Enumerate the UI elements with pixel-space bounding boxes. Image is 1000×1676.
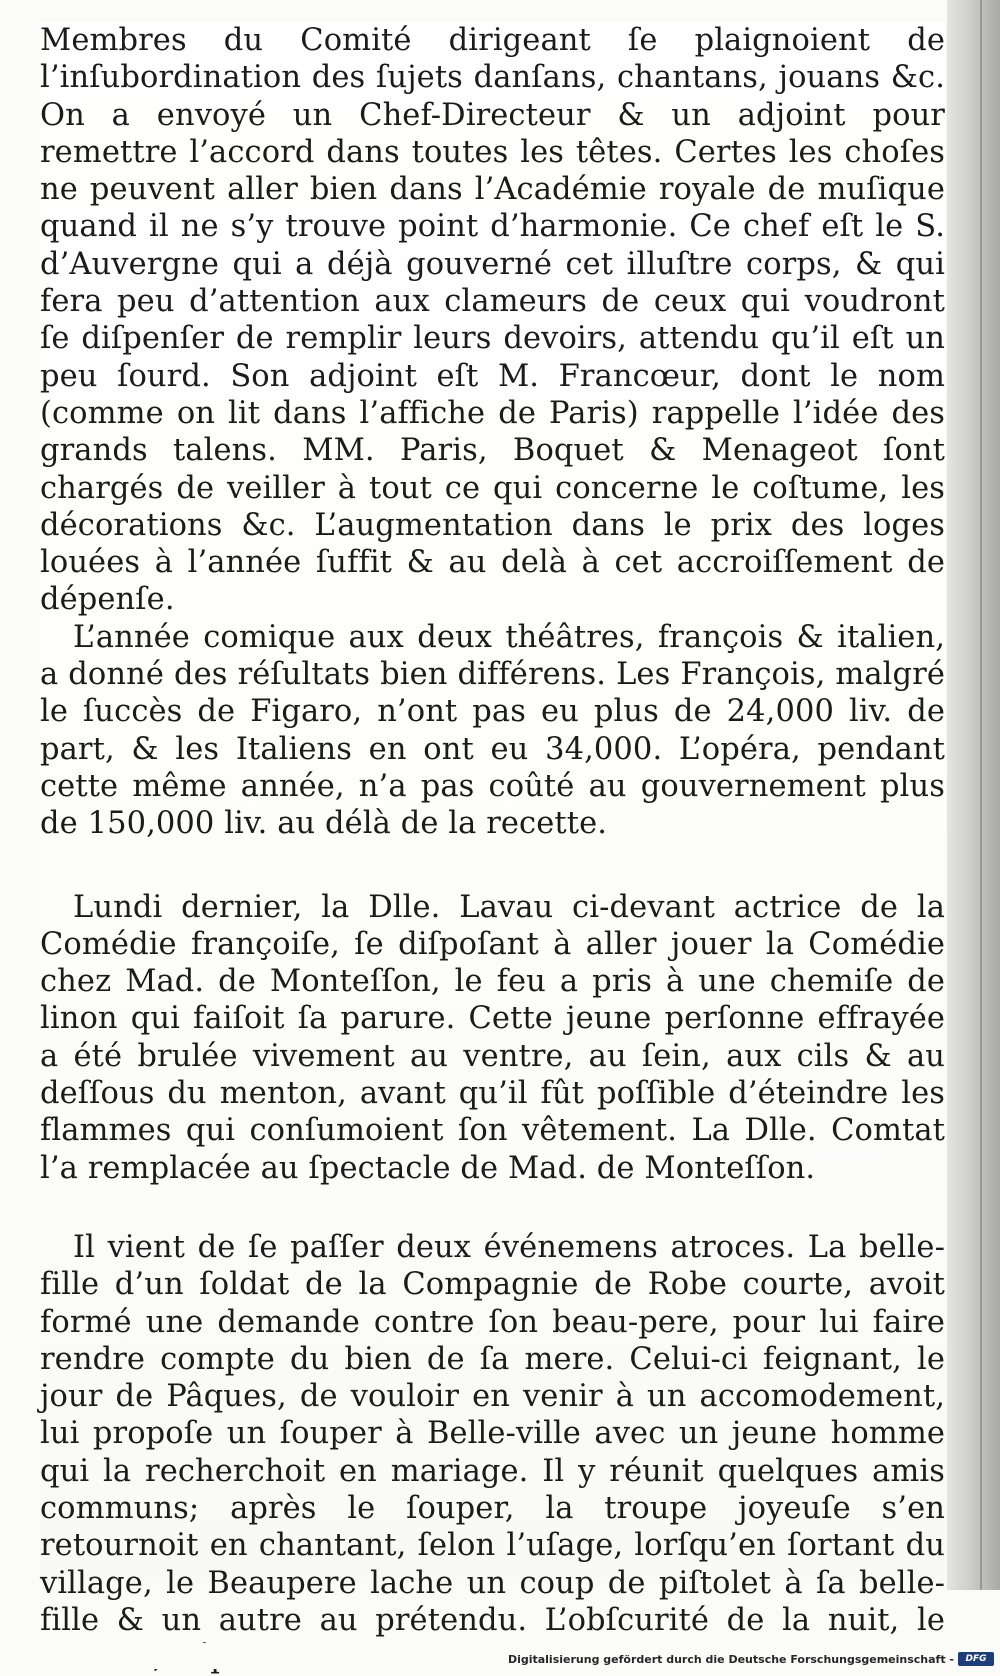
paragraph-spacer bbox=[40, 843, 945, 889]
page-edge-line bbox=[980, 0, 982, 1590]
paragraph-comite: Membres du Comité dirigeant ſe plaignoient de l’inſubordination des ſujets danſans, chantans, jouans &c. On a envoyé un Chef-Directeur & un adjoint pour remettre l’accord dans toutes les têtes. Certes les choſes ne peuvent aller bien dans l’Académie royale de muſique quand il ne s’y trouve point d’harmonie. Ce chef eſt le S. d’Auvergne qui a déjà gouverné cet illuſtre corps, & qui fera peu d’attention aux clameurs de ceux qui voudront ſe diſpenſer de remplir leurs devoirs, attendu qu’il eſt un peu ſourd. Son adjoint eſt M. Francœur, dont le nom (comme on lit dans l’affiche de Paris) rappelle l’idée des grands talens. MM. Paris, Boquet & Menageot ſont chargés de veiller à tout ce qui concerne le coſtume, les décorations &c. L’augmentation dans le prix des loges louées à l’année ſuffit & au delà à cet accroiſſement de dépenſe. bbox=[40, 23, 945, 618]
digitization-credit: Digitalisierung gefördert durch die Deutsche Forschungsgemeinschaft - bbox=[507, 1653, 954, 1666]
paragraph-lavau: Lundi dernier, la Dlle. Lavau ci-devant actrice de la Comédie françoiſe, ſe diſpoſant à aller jouer la Comédie chez Mad. de Monteſſon, le feu a pris à une chemiſe de linon qui faiſoit ſa parure. Cette jeune perſonne effrayée a été brulée vivement au ventre, au ſein, aux cils & au deſſous du menton, avant qu’il fût poſſible d’éteindre les flammes qui conſumoient ſon vêtement. La Dlle. Comtat l’a remplacée au ſpectacle de Mad. de Monteſſon. bbox=[40, 889, 945, 1186]
dfg-logo: DFG bbox=[958, 1652, 994, 1666]
paragraph-spacer bbox=[40, 1187, 945, 1229]
scanned-page bbox=[40, 22, 945, 1638]
paragraph-annee-comique: L’année comique aux deux théâtres, françois & italien, a donné des réſultats bien différens. Les François, malgré le ſuccès de Figaro, n’ont pas eu plus de 24,000 liv. de part, & les Italiens en ont eu 34,000. L’opéra, pendant cette même année, n’a pas coûté au gouvernement plus de 150,000 liv. au délà de la recette. bbox=[40, 619, 945, 842]
paragraph-evenemens: Il vient de ſe paſſer deux événemens atroces. La belle-fille d’un ſoldat de la Compagnie de Robe courte, avoit formé une demande contre ſon beau-pere, pour lui faire rendre compte du bien de ſa mere. Celui-ci feignant, le jour de Pâques, de vouloir en venir à un accomodement, lui propoſe un ſouper à Belle-ville avec un jeune homme qui la recherchoit en mariage. Il y réunit quelques amis communs; après le ſouper, la troupe joyeuſe s’en retournoit en chantant, ſelon l’uſage, lorſqu’en ſortant du village, le Beaupere lache un coup de piſtolet à ſa belle-fille & un autre au prétendu. L’obſcurité de la nuit, le bbox=[40, 1229, 945, 1638]
footer-bar bbox=[0, 1643, 1000, 1669]
page-edge-shadow bbox=[947, 0, 1000, 1590]
